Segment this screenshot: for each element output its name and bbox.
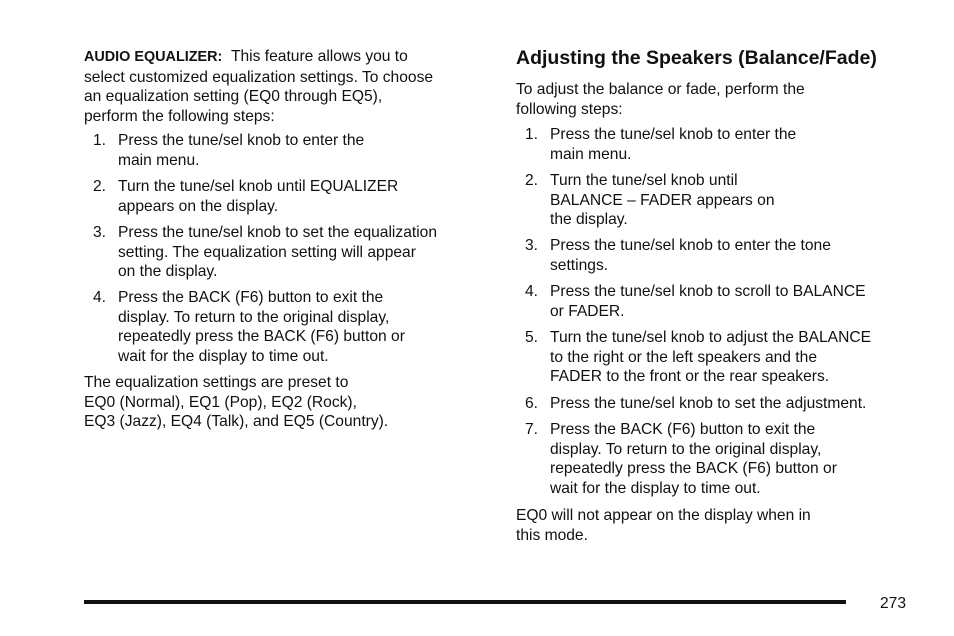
step-line: main menu. <box>550 145 632 163</box>
step-line: or FADER. <box>550 302 625 320</box>
balance-step-2 <box>516 171 775 230</box>
step-line: Press the tune/sel knob to enter the tone <box>550 237 831 254</box>
step-line: BALANCE – FADER appears on <box>550 191 775 209</box>
footer-rule <box>84 600 846 604</box>
step-line: Turn the tune/sel knob until EQUALIZER <box>118 178 399 195</box>
step-number: 6. <box>525 395 539 412</box>
equalizer-step-4 <box>84 288 405 366</box>
step-line: Turn the tune/sel knob until <box>550 172 738 189</box>
step-line: Press the BACK (F6) button to exit the <box>118 289 384 306</box>
step-line: wait for the display to time out. <box>550 479 761 497</box>
step-line: repeatedly press the BACK (F6) button or <box>550 460 837 477</box>
step-line: on the display. <box>118 263 218 280</box>
equalizer-step-1 <box>84 131 364 170</box>
step-line: main menu. <box>118 151 200 169</box>
step-line: Press the BACK (F6) button to exit the <box>550 421 816 438</box>
equalizer-step-2 <box>84 177 398 216</box>
step-line: Press the tune/sel knob to set the adjustment. <box>550 395 867 412</box>
page-number: 273 <box>880 595 907 612</box>
step-line: settings. <box>550 256 609 274</box>
equalizer-presets <box>84 373 388 432</box>
step-line: Turn the tune/sel knob to adjust the BALANCE <box>550 329 872 346</box>
section-heading: Adjusting the Speakers (Balance/Fade) <box>516 47 877 69</box>
intro-line: This feature allows you to <box>230 48 408 65</box>
presets-line: The equalization settings are preset to <box>84 374 349 391</box>
balance-note <box>516 506 811 545</box>
step-number: 1. <box>525 126 539 143</box>
intro-line: select customized equalization settings. To choose <box>84 68 434 86</box>
step-number: 4. <box>525 283 539 300</box>
step-number: 3. <box>93 224 107 241</box>
step-number: 2. <box>525 172 539 189</box>
balance-intro <box>516 80 805 119</box>
step-line: FADER to the front or the rear speakers. <box>550 368 830 385</box>
intro-line: To adjust the balance or fade, perform the <box>516 81 805 98</box>
step-number: 2. <box>93 178 107 195</box>
balance-step-1 <box>516 125 796 164</box>
note-line: this mode. <box>516 526 588 544</box>
step-line: Press the tune/sel knob to enter the <box>118 132 365 149</box>
step-number: 3. <box>525 237 539 254</box>
step-number: 7. <box>525 421 539 438</box>
equalizer-label: AUDIO EQUALIZER: <box>84 49 223 65</box>
step-number: 5. <box>525 329 539 346</box>
step-number: 1. <box>93 132 107 149</box>
balance-step-6 <box>516 394 866 414</box>
intro-line: perform the following steps: <box>84 107 275 125</box>
presets-line: EQ3 (Jazz), EQ4 (Talk), and EQ5 (Country). <box>84 413 389 430</box>
step-line: display. To return to the original display, <box>118 308 390 326</box>
step-line: repeatedly press the BACK (F6) button or <box>118 328 405 345</box>
balance-step-4 <box>516 282 866 321</box>
step-line: the display. <box>550 211 628 228</box>
step-line: Press the tune/sel knob to enter the <box>550 126 797 143</box>
equalizer-step-3 <box>84 223 437 282</box>
step-line: setting. The equalization setting will appear <box>118 243 416 261</box>
note-line: EQ0 will not appear on the display when in <box>516 507 811 524</box>
step-line: Press the tune/sel knob to set the equalization <box>118 224 438 241</box>
step-line: appears on the display. <box>118 197 279 215</box>
presets-line: EQ0 (Normal), EQ1 (Pop), EQ2 (Rock), <box>84 393 357 411</box>
intro-line: an equalization setting (EQ0 through EQ5), <box>84 88 383 105</box>
step-line: to the right or the left speakers and the <box>550 348 817 366</box>
intro-line: following steps: <box>516 100 623 118</box>
step-line: Press the tune/sel knob to scroll to BALANCE <box>550 283 866 300</box>
step-number: 4. <box>93 289 107 306</box>
step-line: display. To return to the original display, <box>550 440 822 458</box>
balance-step-3 <box>516 236 831 275</box>
equalizer-intro <box>84 47 433 126</box>
balance-step-7 <box>516 420 837 498</box>
balance-step-5 <box>516 328 871 387</box>
step-line: wait for the display to time out. <box>118 347 329 365</box>
